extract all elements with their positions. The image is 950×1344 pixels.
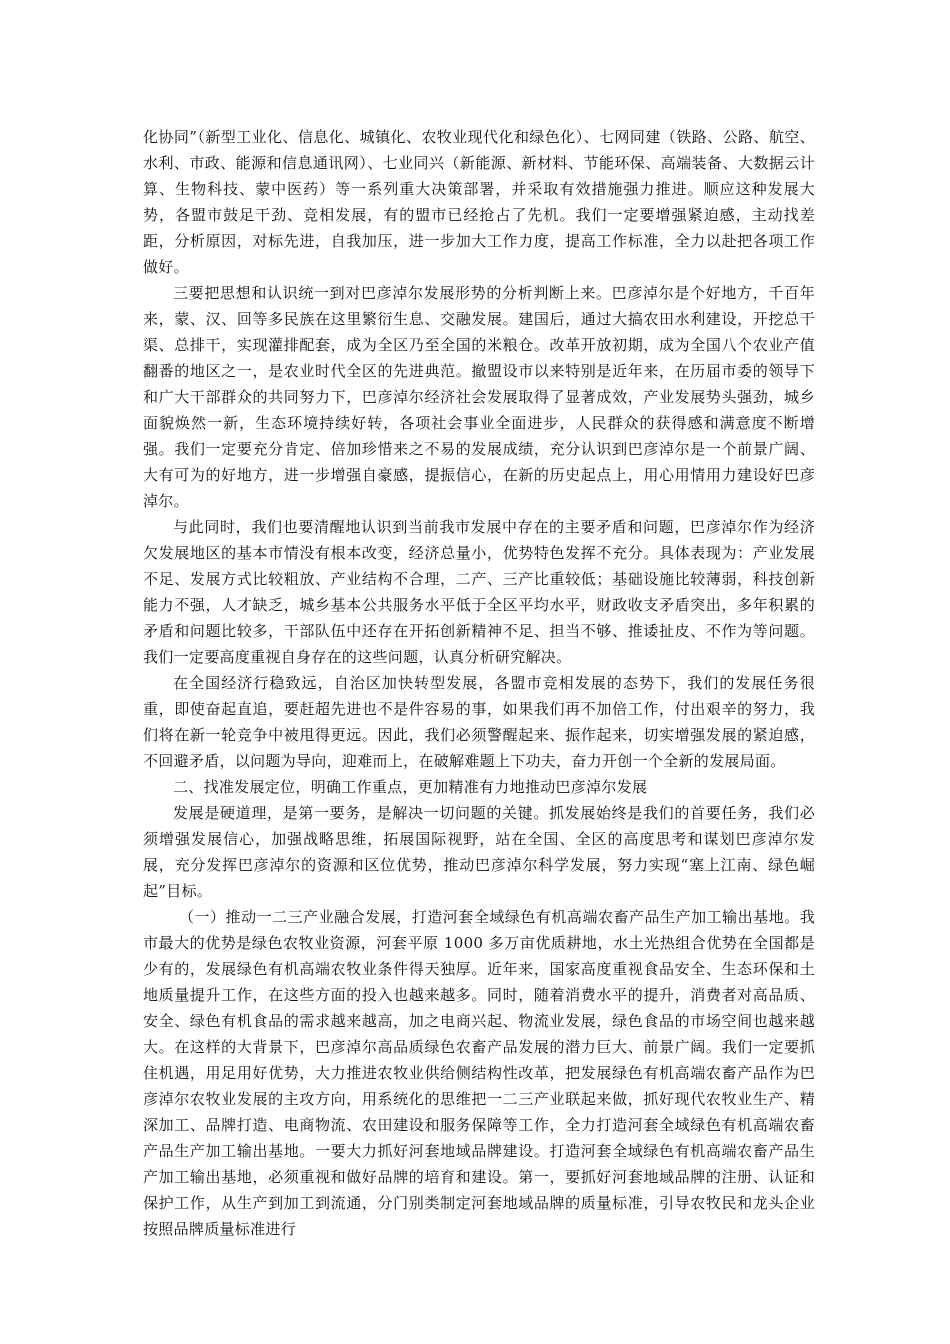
paragraph-development-priority: 发展是硬道理，是第一要务，是解决一切问题的关键。抓发展始终是我们的首要任务，我们必须增强发展信心，加强战略思维，拓展国际视野，站在全国、全区的高度思考和谋划巴彦淖尔发展，充分发挥巴彦淖尔的资源和区位优势，推动巴彦淖尔科学发展，努力实现“塞上江南、绿色崛起”目标。 xyxy=(143,804,815,900)
section-heading: 二、找准发展定位，明确工作重点，更加精准有力地推动巴彦淖尔发展 xyxy=(173,778,648,796)
paragraph-development-situation: 三要把思想和认识统一到对巴彦淖尔发展形势的分析判断上来。巴彦淖尔是个好地方，千百年来，蒙、汉、回等多民族在这里繁衍生息、交融发展。建国后，通过大搞农田水利建设，开挖总干渠、总排干，实现灌排配套，成为全区乃至全国的米粮仓。改革开放初期，成为全国八个农业产值翻番的地区之一，是农业时代全区的先进典范。撤盟设市以来特别是近年来，在历届市委的领导下和广大干部群众的共同努力下，巴彦淖尔经济社会发展取得了显著成效，产业发展势头强劲，城乡面貌焕然一新，生态环境持续好转，各项社会事业全面进步，人民群众的获得感和满意度不断增强。我们一定要充分肯定、倍加珍惜来之不易的发展成绩，充分认识到巴彦淖尔是一个前景广阔、大有可为的好地方，进一步增强自豪感，提振信心，在新的历史起点上，用心用情用力建设好巴彦淖尔。 xyxy=(143,284,815,510)
document-body xyxy=(143,124,815,1242)
paragraph-continuation: 化协同”（新型工业化、信息化、城镇化、农牧业现代化和绿色化）、七网同建（铁路、公路、航空、水利、市政、能源和信息通讯网）、七业同兴（新能源、新材料、节能环保、高端装备、大数据云计算、生物科技、蒙中医药）等一系列重大决策部署，并采取有效措施强力推进。顺应这种发展大势，各盟市鼓足干劲、竞相发展，有的盟市已经抢占了先机。我们一定要增强紧迫感，主动找差距，分析原因，对标先进，自我加压，进一步加大工作力度，提高工作标准，全力以赴把各项工作做好。 xyxy=(143,128,815,276)
paragraph-problems: 与此同时，我们也要清醒地认识到当前我市发展中存在的主要矛盾和问题，巴彦淖尔作为经济欠发展地区的基本市情没有根本改变，经济总量小，优势特色发挥不充分。具体表现为：产业发展不足、发展方式比较粗放、产业结构不合理，二产、三产比重较低；基础设施比较薄弱，科技创新能力不强，人才缺乏，城乡基本公共服务水平低于全区平均水平，财政收支矛盾突出，多年积累的矛盾和问题比较多，干部队伍中还存在开拓创新精神不足、担当不够、推诿扯皮、不作为等问题。我们一定要高度重视自身存在的这些问题，认真分析研究解决。 xyxy=(143,518,815,666)
paragraph-urgency: 在全国经济行稳致远，自治区加快转型发展，各盟市竞相发展的态势下，我们的发展任务很重，即使奋起直追，要赶超先进也不是件容易的事，如果我们再不加倍工作，付出艰辛的努力，我们将在新一轮竞争中被甩得更远。因此，我们必须警醒起来、振作起来，切实增强发展的紧迫感，不回避矛盾，以问题为导向，迎难而上，在破解难题上下功夫，奋力开创一个全新的发展局面。 xyxy=(143,674,815,770)
paragraph-agriculture-base: （一）推动一二三产业融合发展，打造河套全域绿色有机高端农畜产品生产加工输出基地。我市最大的优势是绿色农牧业资源，河套平原 1000 多万亩优质耕地，水土光热组合优势在全国都是少有的，发展绿色有机高端农牧业条件得天独厚。近年来，国家高度重视食品安全、生态环保和土地质量提升工作，在这些方面的投入也越来越多。同时，随着消费水平的提升，消费者对高品质、安全、绿色有机食品的需求越来越高，加之电商兴起、物流业发展，绿色食品的市场空间也越来越大。在这样的大背景下，巴彦淖尔高品质绿色农畜产品发展的潜力巨大、前景广阔。我们一定要抓住机遇，用足用好优势，大力推进农牧业供给侧结构性改革，把发展绿色有机高端农畜产品作为巴彦淖尔农牧业发展的主攻方向，用系统化的思维把一二三产业联起来做，抓好现代农牧业生产、精深加工、品牌打造、电商物流、农田建设和服务保障等工作，全力打造河套全域绿色有机高端农畜产品生产加工输出基地。一要大力抓好河套地域品牌建设。打造河套全域绿色有机高端农畜产品生产加工输出基地，必须重视和做好品牌的培育和建设。第一，要抓好河套地域品牌的注册、认证和保护工作，从生产到加工到流通，分门别类制定河套地域品牌的质量标准，引导农牧民和龙头企业按照品牌质量标准进行 xyxy=(143,908,815,1238)
